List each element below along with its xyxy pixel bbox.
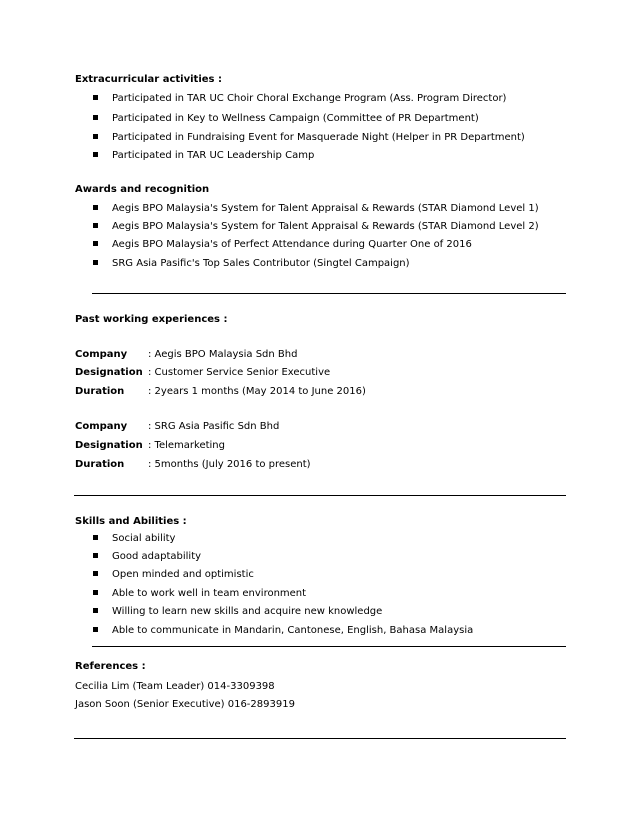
duration-value: : 5months (July 2016 to present) bbox=[148, 459, 311, 470]
bullet-icon bbox=[93, 590, 98, 595]
experience-heading: Past working experiences : bbox=[75, 314, 228, 325]
bullet-icon bbox=[93, 115, 98, 120]
bullet-icon bbox=[93, 260, 98, 265]
skill-item: Able to work well in team environment bbox=[93, 588, 306, 599]
bullet-icon bbox=[93, 627, 98, 632]
bullet-icon bbox=[93, 134, 98, 139]
references-heading: References : bbox=[75, 661, 146, 672]
bullet-icon bbox=[93, 535, 98, 540]
designation-value: : Telemarketing bbox=[148, 440, 225, 451]
award-item: Aegis BPO Malaysia's of Perfect Attendance during Quarter One of 2016 bbox=[93, 239, 472, 250]
bullet-icon bbox=[93, 152, 98, 157]
bullet-icon bbox=[93, 241, 98, 246]
duration-label: Duration bbox=[75, 386, 125, 397]
extracurricular-item: Participated in TAR UC Choir Choral Exchange Program (Ass. Program Director) bbox=[93, 93, 506, 104]
awards-heading: Awards and recognition bbox=[75, 184, 210, 195]
extracurricular-heading: Extracurricular activities : bbox=[75, 74, 222, 85]
bullet-icon bbox=[93, 205, 98, 210]
company-label: Company bbox=[75, 421, 128, 432]
bullet-icon bbox=[93, 553, 98, 558]
designation-label: Designation bbox=[75, 367, 143, 378]
extracurricular-item: Participated in TAR UC Leadership Camp bbox=[93, 150, 314, 161]
extracurricular-item: Participated in Fundraising Event for Masquerade Night (Helper in PR Department) bbox=[93, 132, 525, 143]
bullet-icon bbox=[93, 608, 98, 613]
award-item: Aegis BPO Malaysia's System for Talent Appraisal & Rewards (STAR Diamond Level 2) bbox=[93, 221, 539, 232]
duration-value: : 2years 1 months (May 2014 to June 2016) bbox=[148, 386, 366, 397]
award-item: SRG Asia Pasific's Top Sales Contributor (Singtel Campaign) bbox=[93, 258, 410, 269]
reference-line: Jason Soon (Senior Executive) 016-2893919 bbox=[75, 699, 295, 710]
section-divider bbox=[92, 293, 566, 294]
company-label: Company bbox=[75, 349, 128, 360]
extracurricular-item: Participated in Key to Wellness Campaign (Committee of PR Department) bbox=[93, 113, 479, 124]
award-item: Aegis BPO Malaysia's System for Talent Appraisal & Rewards (STAR Diamond Level 1) bbox=[93, 203, 539, 214]
section-divider bbox=[74, 495, 566, 496]
skill-item: Able to communicate in Mandarin, Cantonese, English, Bahasa Malaysia bbox=[93, 625, 473, 636]
skills-heading: Skills and Abilities : bbox=[75, 516, 187, 527]
section-divider bbox=[92, 646, 566, 647]
designation-label: Designation bbox=[75, 440, 143, 451]
company-value: : Aegis BPO Malaysia Sdn Bhd bbox=[148, 349, 298, 360]
bullet-icon bbox=[93, 223, 98, 228]
reference-line: Cecilia Lim (Team Leader) 014-3309398 bbox=[75, 681, 275, 692]
section-divider bbox=[74, 738, 566, 739]
skill-item: Good adaptability bbox=[93, 551, 201, 562]
skill-item: Social ability bbox=[93, 533, 175, 544]
skill-item: Open minded and optimistic bbox=[93, 569, 254, 580]
skill-item: Willing to learn new skills and acquire new knowledge bbox=[93, 606, 382, 617]
company-value: : SRG Asia Pasific Sdn Bhd bbox=[148, 421, 280, 432]
duration-label: Duration bbox=[75, 459, 125, 470]
bullet-icon bbox=[93, 95, 98, 100]
bullet-icon bbox=[93, 571, 98, 576]
designation-value: : Customer Service Senior Executive bbox=[148, 367, 331, 378]
